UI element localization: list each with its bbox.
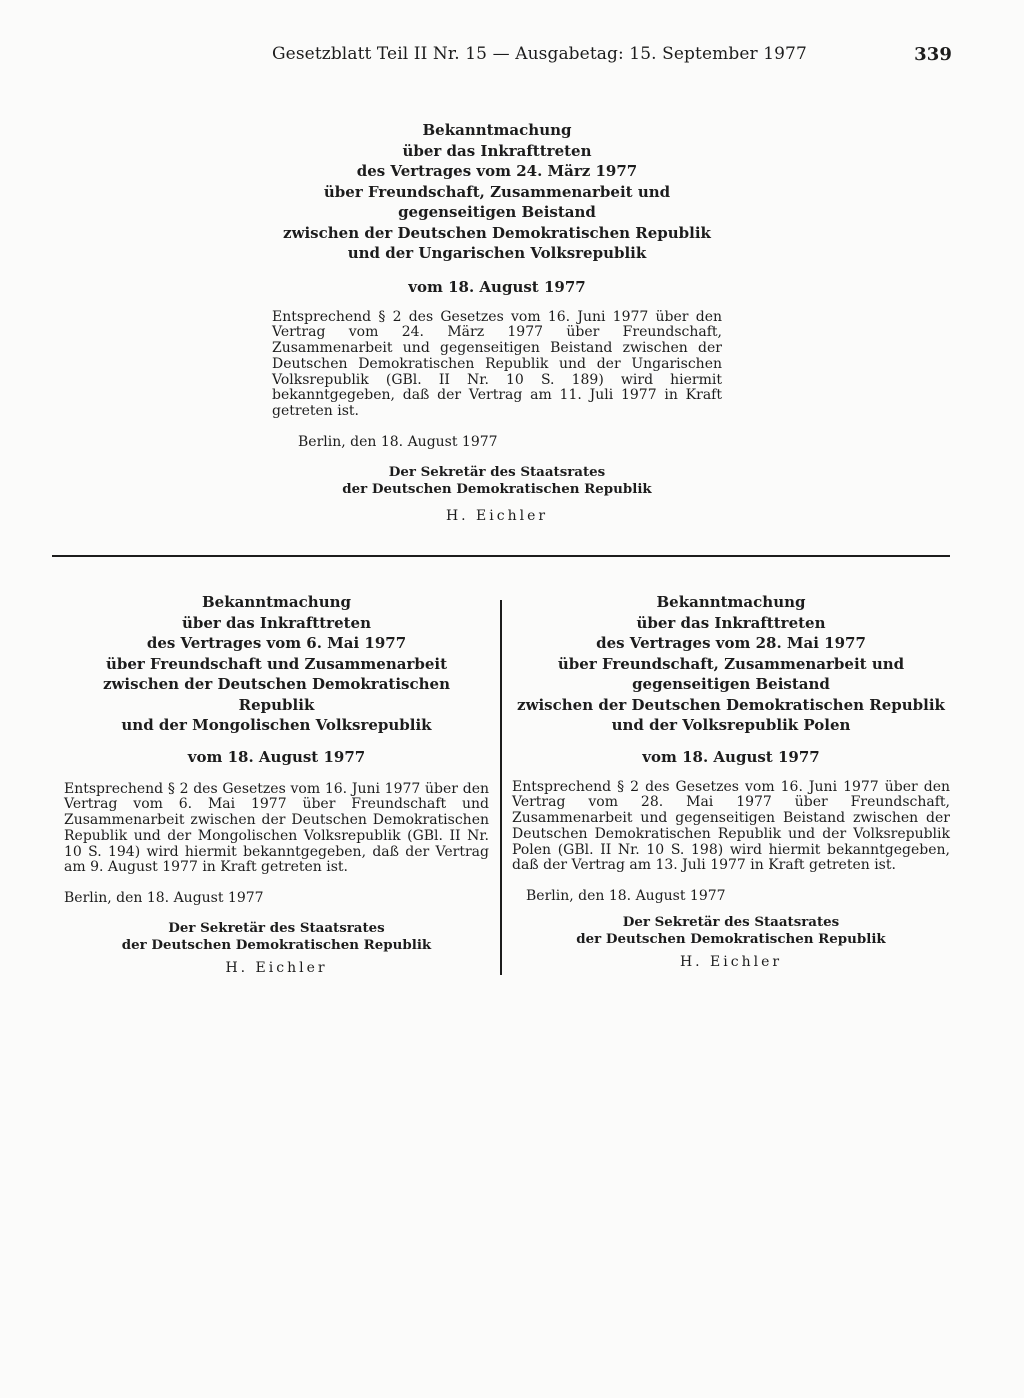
title-line: gegenseitigen Beistand [398,203,596,221]
title-line: über Freundschaft, Zusammenarbeit und [557,654,905,673]
place-date: Berlin, den 18. August 1977 [526,888,726,905]
signature-line: der Deutschen Demokratischen Republik [121,937,432,954]
announcement-hungary [272,120,722,524]
signature-line: Der Sekretär des Staatsrates [168,920,385,937]
title-line: des Vertrages vom 24. März 1977 [356,162,638,180]
signature-block [512,914,950,948]
title-line: über das Inkrafttreten [636,613,826,632]
title-line: über Freundschaft und Zusammenarbeit [105,654,447,673]
announcement-mongolia [64,592,489,976]
signature-line: Der Sekretär des Staatsrates [622,914,840,931]
announcement-date: vom 18. August 1977 [187,747,366,766]
title-line: des Vertrages vom 6. Mai 1977 [146,634,407,652]
signature-line: der Deutschen Demokratischen Republik [342,481,652,498]
announcement-title [272,120,722,264]
announcement-date: vom 18. August 1977 [408,277,586,296]
signature-line: Der Sekretär des Staatsrates [388,464,606,481]
page-number: 339 [914,44,952,65]
title-line: Bekanntmachung [656,593,806,611]
title-line: Bekanntmachung [422,121,572,139]
title-line: zwischen der Deutschen Demokratischen Republik [103,675,450,714]
signatory-name: H. Eichler [445,508,549,525]
signatory-name: H. Eichler [679,954,783,971]
title-line: und der Mongolischen Volksrepublik [121,716,432,734]
title-line: und der Ungarischen Volksrepublik [347,244,647,262]
place-date: Berlin, den 18. August 1977 [64,890,264,907]
place-date: Berlin, den 18. August 1977 [298,434,498,451]
running-title: Gesetzblatt Teil II Nr. 15 — Ausgabetag: 15. September 1977 [272,44,807,64]
title-line: über Freundschaft, Zusammenarbeit und [323,182,671,201]
announcement-body: Entsprechend § 2 des Gesetzes vom 16. Juni 1977 über den Vertrag vom 28. Mai 1977 über Freundschaft, Zusammenarbeit und gegenseitigen Beistand zwischen der Deutschen Demokratischen Republik und der Volksrepublik Polen (GBl. II Nr. 10 S. 198) wird hiermit bekanntgegeben, daß der Vertrag am 13. Juli 1977 in Kraft getreten ist. [512,778,950,874]
signature-block [64,920,489,954]
title-line: gegenseitigen Beistand [632,675,830,693]
title-line: Bekanntmachung [201,593,351,611]
title-line: über das Inkrafttreten [402,141,592,160]
section-divider-horizontal [52,555,950,557]
signature-line: der Deutschen Demokratischen Republik [576,931,886,948]
announcement-body: Entsprechend § 2 des Gesetzes vom 16. Juni 1977 über den Vertrag vom 6. Mai 1977 über Freundschaft und Zusammenarbeit zwischen der Deutschen Demokratischen Republik und der Mongolischen Volksrepublik (GBl. II Nr. 10 S. 194) wird hiermit bekanntgegeben, daß der Vertrag am 9. August 1977 in Kraft getreten ist. [64,780,489,876]
announcement-body: Entsprechend § 2 des Gesetzes vom 16. Juni 1977 über den Vertrag vom 24. März 1977 über Freundschaft, Zusammenarbeit und gegenseitigen Beistand zwischen der Deutschen Demokratischen Republik und der Ungarischen Volksrepublik (GBl. II Nr. 10 S. 189) wird hiermit bekanntgegeben, daß der Vertrag am 11. Juli 1977 in Kraft getreten ist. [272,308,722,420]
title-line: über das Inkrafttreten [181,613,371,632]
signatory-name: H. Eichler [225,960,328,977]
signature-block [272,464,722,498]
title-line: zwischen der Deutschen Demokratischen Republik [283,223,711,242]
page-header [272,44,952,64]
title-line: zwischen der Deutschen Demokratischen Republik [517,695,945,714]
announcement-title [512,592,950,736]
announcement-date: vom 18. August 1977 [642,747,820,766]
announcement-poland [512,592,950,970]
column-divider-vertical [500,600,502,975]
announcement-title [64,592,489,736]
title-line: und der Volksrepublik Polen [611,716,851,734]
title-line: des Vertrages vom 28. Mai 1977 [596,634,866,652]
